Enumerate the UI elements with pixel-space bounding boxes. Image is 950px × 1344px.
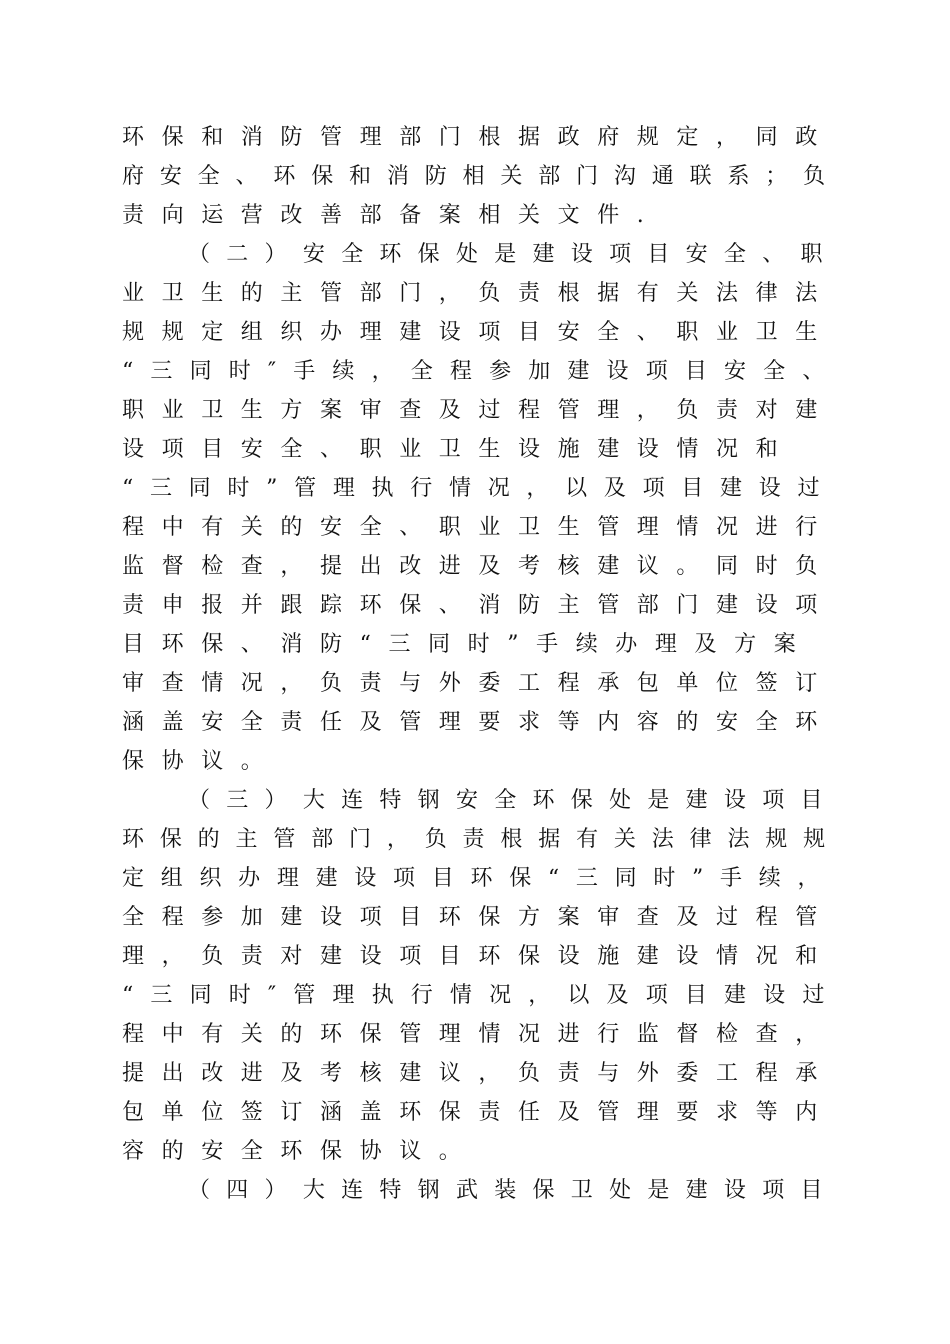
- text-line: 理，负责对建设项目环保设施建设情况和: [122, 944, 835, 969]
- text-line: 设项目安全、职业卫生设施建设情况和: [122, 437, 796, 462]
- paragraph-start-line: （二）安全环保处是建设项目安全、职: [188, 242, 839, 267]
- paragraph-start-line: （四）大连特钢武装保卫处是建设项目: [188, 1178, 839, 1203]
- text-line: 府安全、环保和消防相关部门沟通联系；负: [122, 164, 841, 189]
- paragraph-start-line: （三）大连特钢安全环保处是建设项目: [188, 788, 839, 813]
- text-line: 业卫生的主管部门，负责根据有关法律法: [122, 281, 835, 306]
- text-line: 容的安全环保协议。: [122, 1139, 479, 1164]
- text-line: 规规定组织办理建设项目安全、职业卫生: [122, 320, 835, 345]
- text-line: “三同时”管理执行情况，以及项目建设过: [122, 476, 837, 501]
- text-line: 目环保、消防“三同时”手续办理及方案: [122, 632, 814, 657]
- text-line: 程中有关的安全、职业卫生管理情况进行: [122, 515, 835, 540]
- text-line: 涵盖安全责任及管理要求等内容的安全环: [122, 710, 835, 735]
- text-line: 环保和消防管理部门根据政府规定，同政: [122, 125, 835, 150]
- body-text: [122, 118, 842, 1210]
- text-line: 责向运营改善部备案相关文件.: [122, 203, 662, 228]
- text-line: 定组织办理建设项目环保“三同时”手续，: [122, 866, 837, 891]
- text-line: 全程参加建设项目环保方案审查及过程管: [122, 905, 835, 930]
- text-line: 包单位签订涵盖环保责任及管理要求等内: [122, 1100, 835, 1125]
- text-line: 保协议。: [122, 749, 281, 774]
- text-line: 监督检查，提出改进及考核建议。同时负: [122, 554, 835, 579]
- text-line: “三同时″管理执行情况，以及项目建设过: [122, 983, 842, 1008]
- text-line: “三同时″手续，全程参加建设项目安全、: [122, 359, 842, 384]
- text-line: 责申报并跟踪环保、消防主管部门建设项: [122, 593, 835, 618]
- text-line: 环保的主管部门，负责根据有关法律法规规: [122, 827, 841, 852]
- text-line: 职业卫生方案审查及过程管理，负责对建: [122, 398, 835, 423]
- text-line: 审查情况，负责与外委工程承包单位签订: [122, 671, 835, 696]
- text-line: 程中有关的环保管理情况进行监督检查，: [122, 1022, 835, 1047]
- text-line: 提出改进及考核建议，负责与外委工程承: [122, 1061, 835, 1086]
